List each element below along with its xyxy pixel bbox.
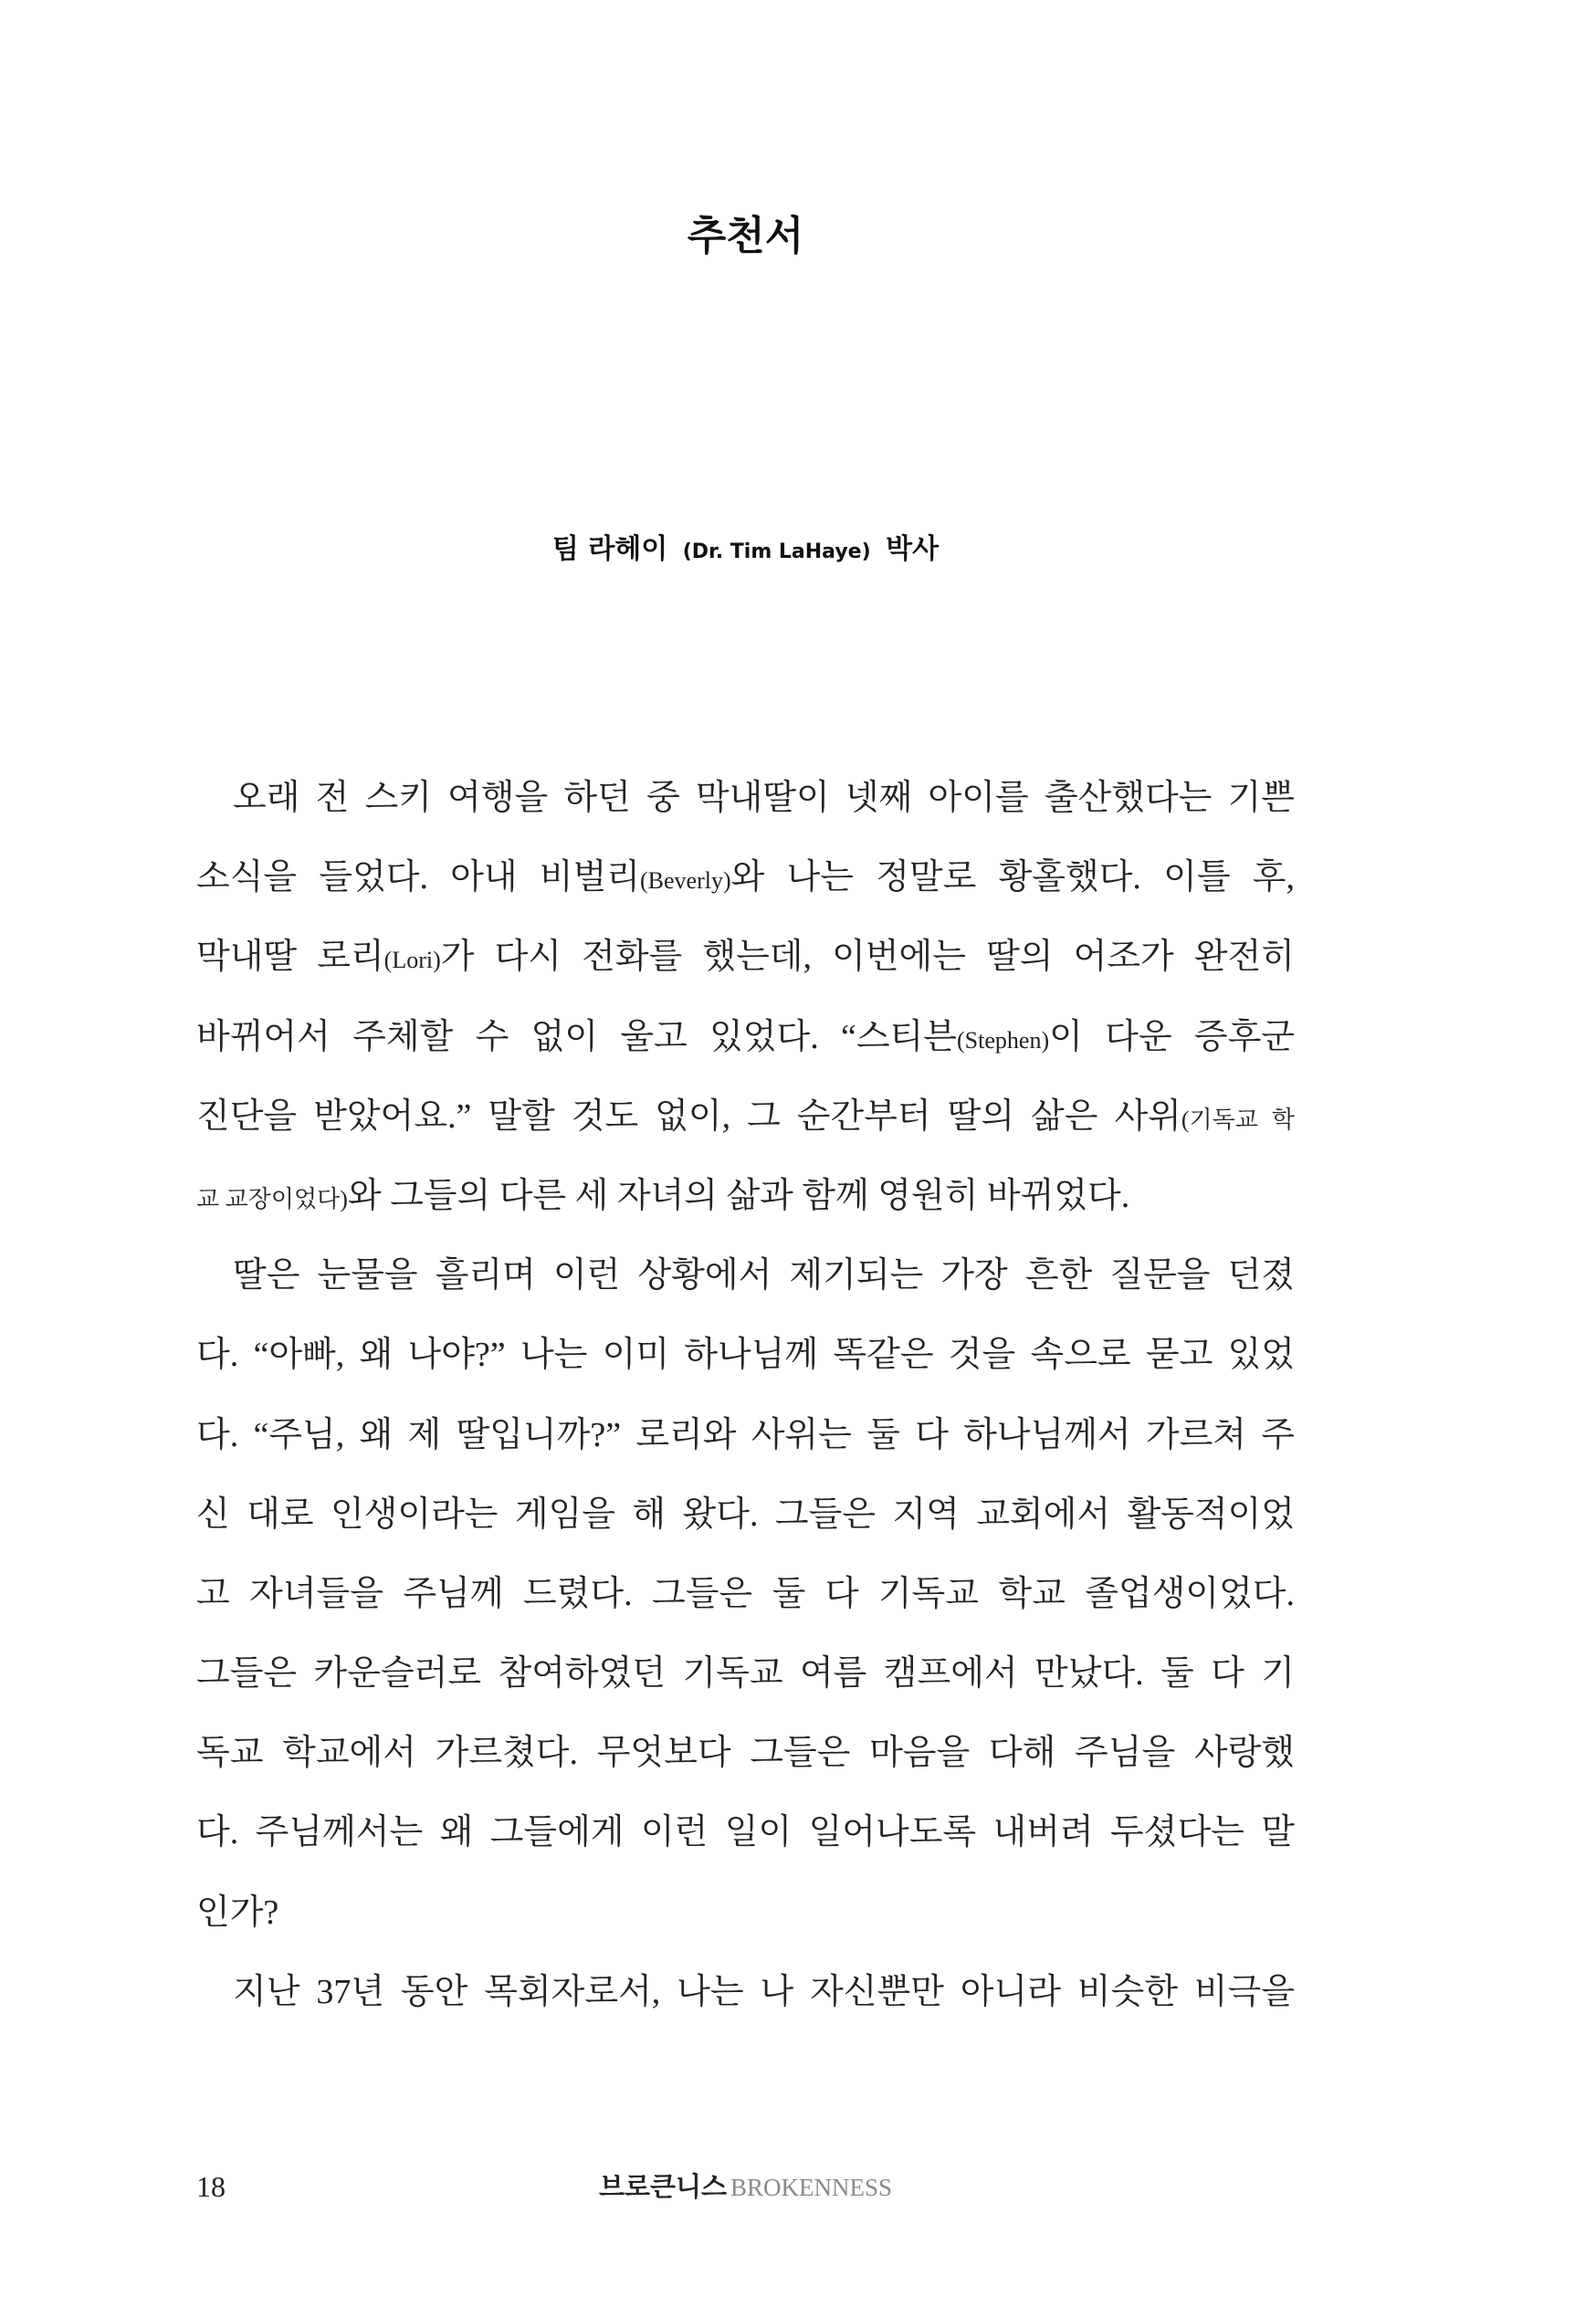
parenthetical-note: (Beverly) xyxy=(640,867,731,895)
text-segment: 오래 전 스키 여행을 하던 중 막내딸이 넷째 아이를 출산했다는 기쁜 xyxy=(233,779,1295,817)
text-line xyxy=(196,1953,1295,2032)
text-line xyxy=(196,1634,1295,1714)
running-title-korean: 브로큰니스 xyxy=(598,2171,728,2202)
text-segment: 딸은 눈물을 흘리며 이런 상황에서 제기되는 가장 흔한 질문을 던졌 xyxy=(233,1256,1295,1295)
text-segment: 그들은 카운슬러로 참여하였던 기독교 여름 캠프에서 만났다. 둘 다 기 xyxy=(196,1654,1295,1694)
text-segment: 다. “주님, 왜 제 딸입니까?” 로리와 사위는 둘 다 하나님께서 가르쳐 주 xyxy=(196,1415,1295,1454)
text-segment: 가 다시 전화를 했는데, 이번에는 딸의 어조가 완전히 xyxy=(440,938,1295,977)
text-segment: 인가? xyxy=(196,1893,279,1932)
author-byline xyxy=(196,527,1295,572)
text-line xyxy=(196,1077,1295,1157)
text-segment: 신 대로 인생이라는 게임을 해 왔다. 그들은 지역 교회에서 활동적이었 xyxy=(196,1495,1295,1534)
page-footer xyxy=(196,2168,1295,2205)
text-line xyxy=(196,1236,1295,1316)
page-number: 18 xyxy=(196,2170,226,2203)
text-line xyxy=(196,1475,1295,1555)
parenthetical-note: (Stephen) xyxy=(957,1026,1050,1054)
author-name-korean: 팀 라헤이 xyxy=(551,533,668,565)
text-segment: 진단을 받았어요.” 말할 것도 없이, 그 순간부터 딸의 삶은 사위 xyxy=(196,1096,1181,1136)
text-segment: 와 나는 정말로 황홀했다. 이틀 후, xyxy=(730,858,1295,897)
text-segment: 막내딸 로리 xyxy=(196,938,384,977)
author-name-english: (Dr. Tim LaHaye) xyxy=(682,540,871,563)
text-line xyxy=(196,1873,1295,1953)
text-line xyxy=(196,1157,1295,1236)
text-line xyxy=(196,998,1295,1077)
text-line xyxy=(196,1714,1295,1793)
page-title: 추천서 xyxy=(687,213,804,259)
text-segment: 독교 학교에서 가르쳤다. 무엇보다 그들은 마음을 다해 주님을 사랑했 xyxy=(196,1734,1295,1773)
text-segment: 이 다운 증후군 xyxy=(1049,1017,1295,1056)
parenthetical-note: (Lori) xyxy=(383,947,441,974)
text-line xyxy=(196,918,1295,997)
text-segment: 고 자녀들을 주님께 드렸다. 그들은 둘 다 기독교 학교 졸업생이었다. xyxy=(196,1574,1295,1613)
running-title-english: BROKENNESS xyxy=(730,2174,893,2201)
paragraph xyxy=(196,759,1295,1236)
text-segment: 와 그들의 다른 세 자녀의 삶과 함께 영원히 바뀌었다. xyxy=(347,1176,1130,1215)
text-line xyxy=(196,838,1295,918)
text-line xyxy=(196,1316,1295,1395)
parenthetical-note: 교 교장이었다) xyxy=(196,1185,348,1212)
text-line xyxy=(196,1793,1295,1872)
text-segment: 소식을 들었다. 아내 비벌리 xyxy=(196,858,640,897)
text-segment: 바뀌어서 주체할 수 없이 울고 있었다. “스티븐 xyxy=(196,1017,958,1056)
text-segment: 다. “아빠, 왜 나야?” 나는 이미 하나님께 똑같은 것을 속으로 묻고 있었 xyxy=(196,1336,1295,1375)
running-title xyxy=(196,2168,1295,2210)
text-line xyxy=(196,759,1295,838)
paragraph xyxy=(196,1953,1295,2032)
text-line xyxy=(196,1555,1295,1634)
author-honorific: 박사 xyxy=(886,533,940,565)
body-text xyxy=(196,759,1295,2032)
text-line xyxy=(196,1396,1295,1475)
paragraph xyxy=(196,1236,1295,1953)
text-segment: 지난 37년 동안 목회자로서, 나는 나 자신뿐만 아니라 비슷한 비극을 xyxy=(233,1972,1295,2011)
text-segment: 다. 주님께서는 왜 그들에게 이런 일이 일어나도록 내버려 두셨다는 말 xyxy=(196,1813,1295,1852)
parenthetical-note: (기독교 학 xyxy=(1181,1106,1295,1133)
